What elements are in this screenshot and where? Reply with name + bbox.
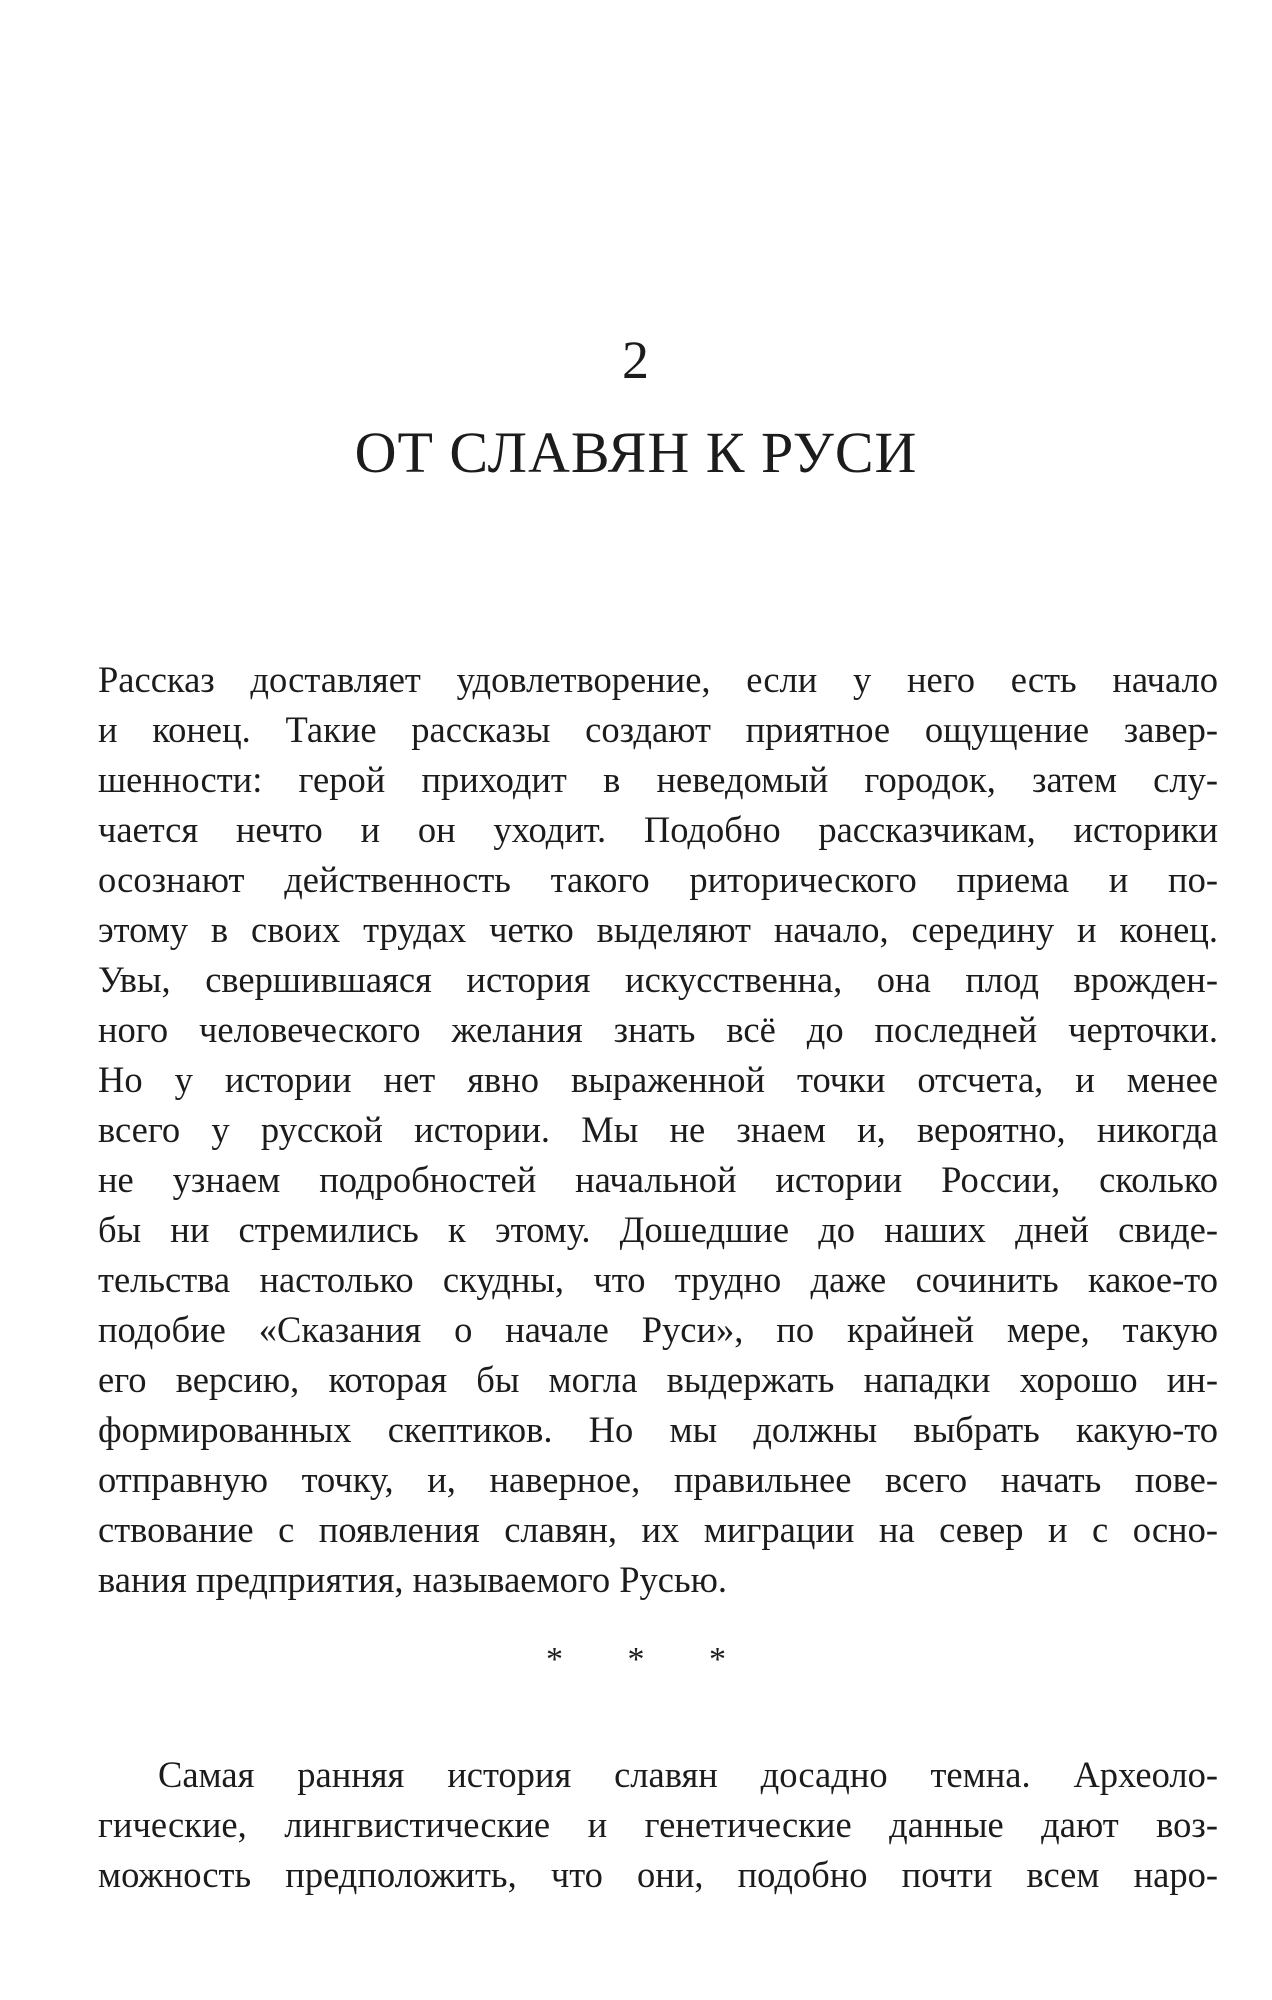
text-line: его версию, которая бы могла выдержать нападки хорошо ин- — [98, 1359, 1218, 1400]
chapter-title: ОТ СЛАВЯН К РУСИ — [354, 420, 918, 485]
paragraph-intro — [98, 655, 1218, 1605]
text-line: осознают действенность такого риторического приема и по- — [98, 859, 1218, 900]
text-line: Но у истории нет явно выраженной точки отсчета, и менее — [98, 1059, 1218, 1100]
text-line: бы ни стремились к этому. Дошедшие до наших дней свиде- — [98, 1209, 1218, 1250]
text-line: вания предприятия, называемого Русью. — [98, 1559, 728, 1600]
chapter-number: 2 — [622, 330, 650, 390]
paragraph-early-slavs — [98, 1750, 1218, 1900]
section-divider: * * * — [546, 1641, 754, 1678]
text-line: ного человеческого желания знать всё до последней черточки. — [98, 1009, 1218, 1050]
text-line: подобие «Сказания о начале Руси», по крайней мере, такую — [98, 1309, 1218, 1350]
text-line: тельства настолько скудны, что трудно даже сочинить какое-то — [98, 1259, 1218, 1300]
text-line: отправную точку, и, наверное, правильнее всего начать пове- — [98, 1459, 1218, 1500]
text-line: формированных скептиков. Но мы должны выбрать какую-то — [98, 1409, 1218, 1450]
text-line: не узнаем подробностей начальной истории России, сколько — [98, 1159, 1218, 1200]
text-line: гические, лингвистические и генетические данные дают воз- — [98, 1804, 1218, 1845]
text-line: этому в своих трудах четко выделяют начало, середину и конец. — [98, 909, 1218, 950]
text-line: можность предположить, что они, подобно почти всем наро- — [98, 1854, 1218, 1895]
text-line: Самая ранняя история славян досадно темна. Археоло- — [158, 1754, 1218, 1795]
text-line: Рассказ доставляет удовлетворение, если у него есть начало — [98, 659, 1218, 700]
text-line: всего у русской истории. Мы не знаем и, вероятно, никогда — [98, 1109, 1218, 1150]
text-line: шенности: герой приходит в неведомый городок, затем слу- — [98, 759, 1218, 800]
text-line: и конец. Такие рассказы создают приятное ощущение завер- — [98, 709, 1218, 750]
text-line: ствование с появления славян, их миграции на север и с осно- — [98, 1509, 1218, 1550]
text-line: Увы, свершившаяся история искусственна, она плод врожден- — [98, 959, 1218, 1000]
text-line: чается нечто и он уходит. Подобно рассказчикам, историки — [98, 809, 1218, 850]
